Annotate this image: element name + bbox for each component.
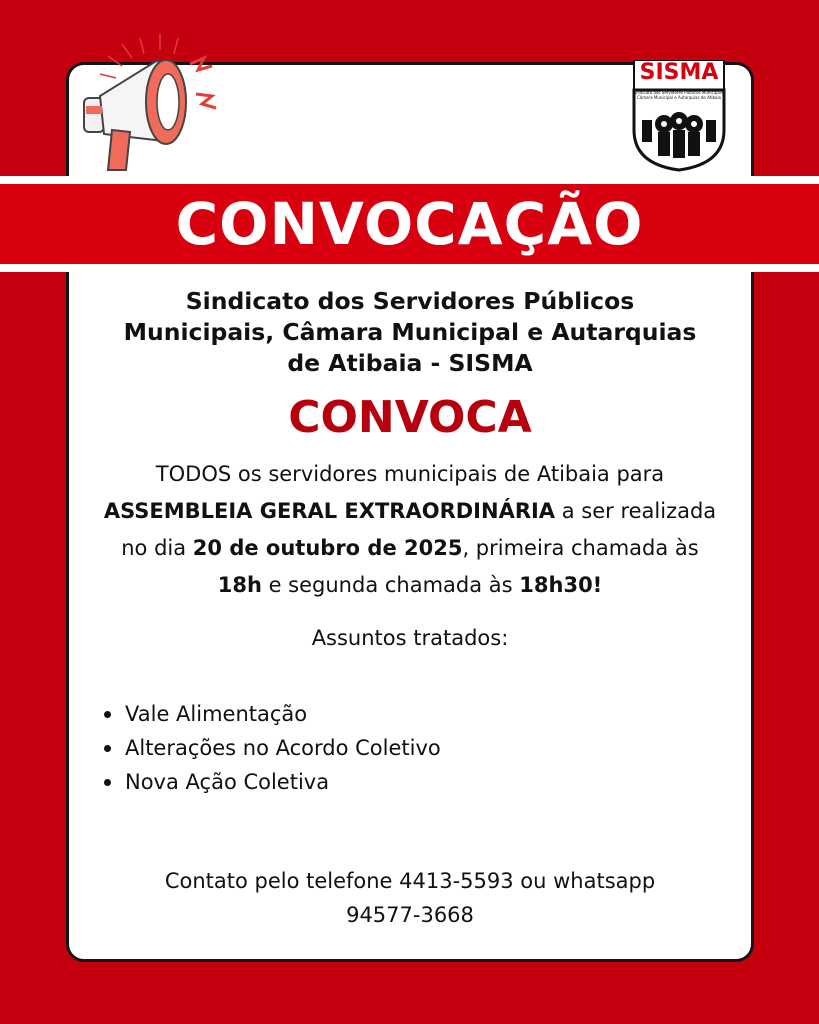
body-line: TODOS os servidores municipais de Atibaia para [155,462,665,486]
list-item: Nova Ação Coletiva [104,765,441,799]
sisma-logo [632,60,726,172]
announcement-body [70,456,750,604]
org-line: Municipais, Câmara Municipal e Autarquias [123,318,697,346]
org-line: de Atibaia - SISMA [287,349,533,377]
megaphone-icon [70,30,240,180]
org-line: Sindicato dos Servidores Públicos [185,287,635,315]
subjects-heading: Assuntos tratados: [311,626,509,650]
title-banner [0,184,819,264]
list-item: Alterações no Acordo Coletivo [104,731,441,765]
body-line: no dia 20 de outubro de 2025, primeira chamada às [121,536,699,560]
logo-subtitle: Sindicato dos Servidores Públicos Municipais, Câmara Municipal e Autarquias de Atibaia [633,90,725,100]
bullet-icon [104,779,111,786]
bullet-icon [104,711,111,718]
bullet-icon [104,745,111,752]
body-line: ASSEMBLEIA GERAL EXTRAORDINÁRIA a ser realizada [103,499,717,523]
contact-line: Contato pelo telefone 4413-5593 ou whatsapp [164,869,656,893]
subjects-list [104,697,441,799]
contact-phone: 94577-3668 [346,903,474,927]
organization-name [70,286,750,379]
assembly-type: ASSEMBLEIA GERAL EXTRAORDINÁRIA [103,499,556,523]
assembly-date: 20 de outubro de 2025 [192,536,463,560]
list-item: Vale Alimentação [104,697,441,731]
first-call-time: 18h [217,573,262,597]
contact-info [70,864,750,932]
banner-title: CONVOCAÇÃO [175,190,644,258]
body-line: 18h e segunda chamada às 18h30! [217,573,603,597]
logo-name: SISMA [639,60,719,85]
second-call-time: 18h30! [519,573,603,597]
convoca-heading: CONVOCA [288,392,532,443]
